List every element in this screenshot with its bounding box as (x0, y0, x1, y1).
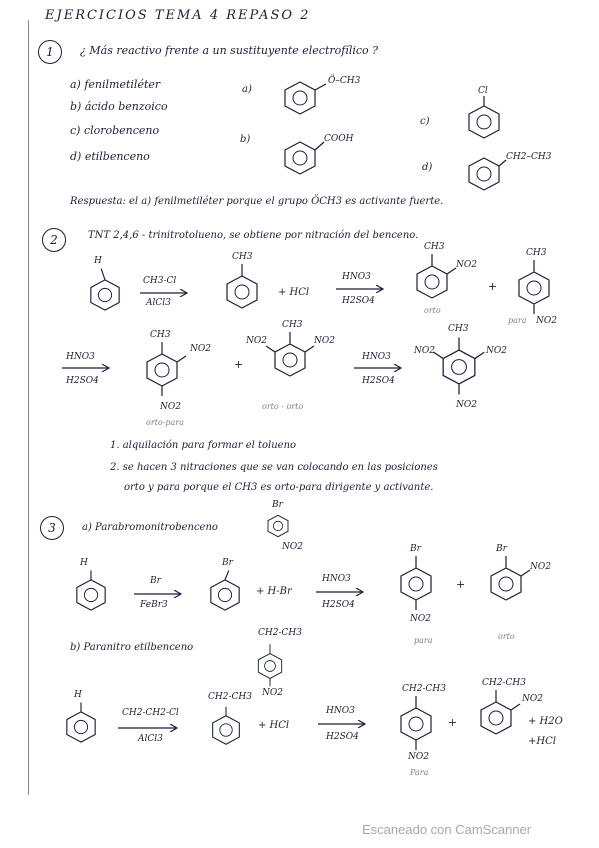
q2-alkylation-catalyst: AlCl3 (146, 298, 171, 308)
q3a-bromination-catalyst: FeBr3 (140, 600, 168, 610)
q3b-benzene (64, 710, 98, 749)
q3b-target-structure (256, 652, 284, 685)
q2-ortho-label: orto (424, 306, 441, 315)
q2-dinitro-b-no2-left: NO2 (246, 336, 267, 346)
q3b-ortho-product (478, 700, 514, 741)
q2-label-orto-para: orto-para (146, 418, 184, 427)
q2-ortho-nitrotoluene (414, 264, 450, 305)
q3a-ortho-no2: NO2 (530, 562, 551, 572)
q3a-target-no2: NO2 (282, 542, 303, 552)
q2-nitration-3-bottom: H2SO4 (362, 376, 395, 386)
q1-structure-b-ring (282, 140, 318, 181)
q1-substituent-c: Cl (478, 86, 488, 96)
q1-substituent-a: Ö–CH3 (328, 76, 361, 86)
q3a-para-br: Br (410, 544, 421, 554)
q3b-ortho-ethyl: CH2-CH3 (482, 678, 526, 688)
q2-para-label: para (508, 316, 527, 325)
q3a-benzene-h: H (80, 558, 88, 568)
q3b-target-ethyl: CH2-CH3 (258, 628, 302, 638)
q3a-arrow-2 (316, 588, 366, 596)
q2-tnt-no2-left: NO2 (414, 346, 435, 356)
q2-arrow-4 (354, 364, 404, 372)
q3b-target-no2: NO2 (262, 688, 283, 698)
q2-tnt-no2-right: NO2 (486, 346, 507, 356)
q2-para-nitrotoluene (516, 270, 552, 311)
scanner-watermark: Escaneado con CamScanner (362, 822, 532, 837)
q1-structure-c-ring (466, 104, 502, 145)
q1-structure-d-ring (466, 156, 502, 197)
q3a-ortho-product (488, 566, 524, 607)
q3a-benzene (74, 578, 108, 617)
q2-benzene (88, 278, 122, 317)
q2-arrow-3 (62, 364, 112, 372)
q3b-arrow-2 (318, 720, 368, 728)
q2-nitration-3-top: HNO3 (362, 352, 391, 362)
q1-option-d: d) etilbenceno (70, 150, 150, 163)
page-title: EJERCICIOS TEMA 4 REPASO 2 (45, 8, 311, 23)
q3b-plus-hcl-2: +HCl (528, 736, 556, 747)
q1-option-b: b) ácido benzoico (70, 100, 168, 113)
q1-option-c: c) clorobenceno (70, 124, 160, 137)
q3b-ethylbenzene (210, 714, 242, 751)
q2-note-1: 1. alquilación para formar el tolueno (110, 440, 297, 451)
q3a-bromobenzene-br: Br (222, 558, 233, 568)
q3a-para-no2: NO2 (410, 614, 431, 624)
q2-nitration-2-top: HNO3 (66, 352, 95, 362)
q2-note-2: 2. se hacen 3 nitraciones que se van colocando en las posiciones (110, 462, 438, 473)
q2-nitration-1-top: HNO3 (342, 272, 371, 282)
q3b-nitration-top: HNO3 (326, 706, 355, 716)
question-2-number: 2 (42, 228, 66, 252)
margin-line (28, 20, 29, 795)
q3b-nitration-bottom: H2SO4 (326, 732, 359, 742)
q1-substituent-b: COOH (324, 134, 354, 144)
q2-dinitrotoluene-b (272, 342, 308, 383)
q3b-alkylation-catalyst: AlCl3 (138, 734, 163, 744)
q3b-plus-h2o: + H2O (528, 716, 563, 727)
q2-dinitrotoluene-a (144, 352, 180, 393)
q2-nitration-2-bottom: H2SO4 (66, 376, 99, 386)
q2-plus-hcl: + HCl (278, 287, 310, 298)
q1-substituent-d: CH2–CH3 (506, 152, 552, 162)
q2-dinitro-a-no2-para: NO2 (160, 402, 181, 412)
q3b-para-no2: NO2 (408, 752, 429, 762)
q2-label-orto-orto: orto - orto (262, 402, 304, 411)
q2-arrow-2 (336, 285, 386, 293)
q3b-plus-hcl: + HCl (258, 720, 290, 731)
q2-toluene (224, 274, 260, 315)
q1-structure-letter-a: a) (242, 84, 252, 95)
q3a-plus-hbr: + H-Br (256, 586, 292, 597)
question-2-text: TNT 2,4,6 - trinitrotolueno, se obtiene por nitración del benceno. (88, 230, 419, 241)
q2-nitration-1-bottom: H2SO4 (342, 296, 375, 306)
q3b-arrow-1 (118, 724, 180, 732)
q2-dinitro-a-ch3: CH3 (150, 330, 171, 340)
q2-plus-2: + (234, 358, 244, 371)
q3a-ortho-br: Br (496, 544, 507, 554)
q2-alkylation-reagent: CH3-Cl (143, 276, 177, 286)
q2-dinitro-a-no2-ortho: NO2 (190, 344, 211, 354)
question-3-number: 3 (40, 516, 64, 540)
q2-tnt (440, 348, 478, 391)
q2-arrow-1 (140, 289, 190, 297)
q2-note-3: orto y para porque el CH3 es orto-para dirigente y activante. (124, 482, 434, 493)
q2-plus-1: + (488, 280, 498, 293)
q3a-nitration-bottom: H2SO4 (322, 600, 355, 610)
q2-ortho-no2: NO2 (456, 260, 477, 270)
q2-tnt-ch3: CH3 (448, 324, 469, 334)
q3a-arrow-1 (134, 590, 184, 598)
q3a-bromobenzene (208, 578, 242, 617)
q1-answer: Respuesta: el a) fenilmetiléter porque el grupo ÖCH3 es activante fuerte. (70, 196, 444, 207)
q3a-ortho-label: orto (498, 632, 515, 641)
q2-dinitro-b-ch3: CH3 (282, 320, 303, 330)
q3a-para-product (398, 566, 434, 607)
q3b-para-product (398, 706, 434, 747)
q3a-para-label: para (414, 636, 433, 645)
q3-part-a-title: a) Parabromonitrobenceno (82, 522, 218, 533)
q2-ortho-ch3: CH3 (424, 242, 445, 252)
q2-dinitro-b-no2-right: NO2 (314, 336, 335, 346)
q1-structure-letter-c: c) (420, 116, 430, 127)
q2-toluene-ch3: CH3 (232, 252, 253, 262)
q3b-alkylation-reagent: CH2-CH2-Cl (122, 708, 179, 718)
q1-structure-a-ring (282, 80, 318, 121)
q3-part-b-title: b) Paranitro etilbenceno (70, 642, 194, 653)
q3b-plus: + (448, 716, 458, 729)
question-1-text: ¿ Más reactivo frente a un sustituyente electrofílico ? (80, 44, 379, 57)
q2-tnt-no2-bottom: NO2 (456, 400, 477, 410)
q2-para-ch3: CH3 (526, 248, 547, 258)
q2-para-no2: NO2 (536, 316, 557, 326)
q3a-target-structure (266, 514, 290, 543)
q3b-para-label: Para (410, 768, 429, 777)
q3a-target-br: Br (272, 500, 283, 510)
q3b-ethylbenzene-ethyl: CH2-CH3 (208, 692, 252, 702)
q1-structure-letter-b: b) (240, 134, 251, 145)
q3b-benzene-h: H (74, 690, 82, 700)
q1-option-a: a) fenilmetiléter (70, 78, 161, 91)
q3b-para-ethyl: CH2-CH3 (402, 684, 446, 694)
q3b-ortho-no2: NO2 (522, 694, 543, 704)
q3a-plus: + (456, 578, 466, 591)
question-1-number: 1 (38, 40, 62, 64)
q2-h-label: H (94, 256, 102, 266)
q3a-bromination-reagent: Br (150, 576, 161, 586)
q3a-nitration-top: HNO3 (322, 574, 351, 584)
q1-structure-letter-d: d) (422, 162, 433, 173)
